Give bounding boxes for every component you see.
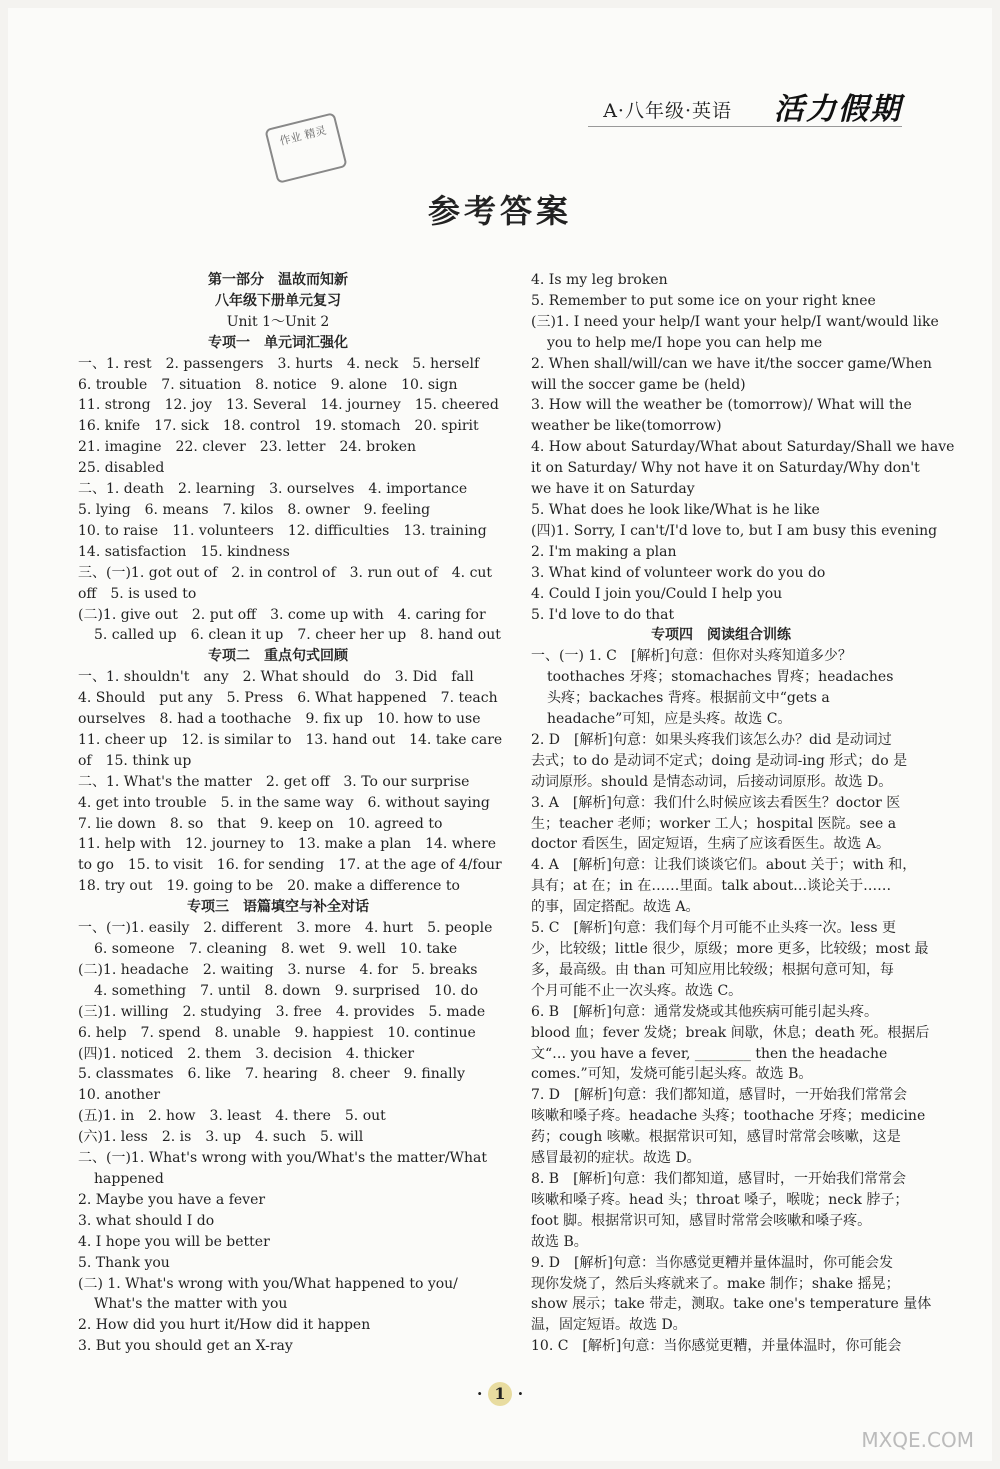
answer-page bbox=[8, 8, 992, 1461]
answer-line: 一、(一) 1. C [解析]句意：但你对头疼知道多少？ bbox=[531, 648, 852, 665]
answer-line: 的事，固定搭配。故选 A。 bbox=[531, 899, 700, 916]
answer-line: 11. help with 12. journey to 13. make a plan 14. where bbox=[78, 836, 497, 853]
answer-line: doctor 看医生，固定短语，生病了应该看医生。故选 A。 bbox=[531, 836, 890, 853]
answer-line: (四)1. noticed 2. them 3. decision 4. thicker bbox=[78, 1045, 415, 1062]
right-answer-column bbox=[531, 270, 955, 1357]
answer-line: 去式；to do 是动词不定式；doing 是动词-ing 形式；do 是 bbox=[531, 752, 908, 769]
answer-line: 2. I'm making a plan bbox=[531, 543, 677, 560]
answer-line: 感冒最初的症状。故选 D。 bbox=[531, 1150, 701, 1167]
answer-line: 二、1. death 2. learning 3. ourselves 4. importance bbox=[78, 481, 468, 498]
answer-line: 25. disabled bbox=[78, 460, 165, 477]
answer-line: 头疼；backaches 背疼。根据前文中“gets a bbox=[547, 690, 830, 707]
page-number: · 1 · bbox=[8, 1382, 992, 1406]
page-title: 参考答案 bbox=[427, 192, 572, 230]
answer-line: (四)1. Sorry, I can't/I'd love to, but I am busy this evening bbox=[531, 522, 938, 539]
answer-line: (二)1. headache 2. waiting 3. nurse 4. for 5. breaks bbox=[78, 961, 478, 978]
answer-line: (三)1. I need your help/I want your help/I want/would like bbox=[531, 313, 939, 330]
answer-line: off 5. is used to bbox=[78, 585, 197, 602]
answer-line: weather be like(tomorrow) bbox=[531, 418, 722, 435]
answer-line: 2. D [解析]句意：如果头疼我们该怎么办？did 是动词过 bbox=[531, 731, 892, 748]
answer-line: 4. Should put any 5. Press 6. What happened 7. teach bbox=[78, 690, 498, 707]
answer-line: 一、(一)1. easily 2. different 3. more 4. hurt 5. people bbox=[78, 920, 493, 937]
answer-line: 个月可能不止一次头疼。故选 C。 bbox=[531, 982, 743, 999]
brand-logo: 活力假期 bbox=[774, 92, 902, 127]
answer-line: 动词原形。should 是情态动词，后接动词原形。故选 D。 bbox=[531, 773, 893, 790]
answer-line: (六)1. less 2. is 3. up 4. such 5. will bbox=[78, 1129, 364, 1146]
answer-line: 11. cheer up 12. is similar to 13. hand out 14. take care bbox=[78, 731, 503, 748]
answer-line: 一、1. rest 2. passengers 3. hurts 4. neck 5. herself bbox=[78, 355, 480, 372]
answer-line: 5. called up 6. clean it up 7. cheer her up 8. hand out bbox=[94, 627, 501, 644]
answer-line: 18. try out 19. going to be 20. make a difference to bbox=[78, 878, 460, 895]
answer-line: 专项一 单元词汇强化 bbox=[208, 334, 348, 351]
answer-line: 二、(一)1. What's wrong with you/What's the matter/What bbox=[78, 1150, 487, 1167]
answer-line: of 15. think up bbox=[78, 752, 192, 769]
answer-line: 8. B [解析]句意：我们都知道，感冒时，一开始我们常常会 bbox=[531, 1170, 907, 1187]
answer-line: 7. D [解析]句意：我们都知道，感冒时，一开始我们常常会 bbox=[531, 1087, 907, 1104]
answer-line: 三、(一)1. got out of 2. in control of 3. run out of 4. cut bbox=[78, 564, 493, 581]
answer-line: 4. Could I join you/Could I help you bbox=[531, 585, 783, 602]
answer-line: 11. strong 12. joy 13. Several 14. journey 15. cheered bbox=[78, 397, 499, 414]
answer-line: we have it on Saturday bbox=[531, 481, 695, 498]
answer-line: 专项三 语篇填空与补全对话 bbox=[187, 899, 369, 916]
answer-line: happened bbox=[94, 1170, 164, 1187]
answer-line: 少，比较级；little 很少，原级；more 更多，比较级；most 最 bbox=[531, 941, 929, 957]
answer-line: (三)1. willing 2. studying 3. free 4. provides 5. made bbox=[78, 1003, 486, 1020]
answer-line: 6. trouble 7. situation 8. notice 9. alone 10. sign bbox=[78, 376, 458, 393]
answer-line: 文“… you have a fever, ________ then the headache bbox=[531, 1045, 888, 1062]
answer-line: 5. Thank you bbox=[78, 1254, 170, 1271]
grade-subject-label: A·八年级·英语 bbox=[603, 100, 732, 122]
answer-line: will the soccer game be (held) bbox=[531, 376, 746, 393]
answer-line: show 展示；take 带走，测取。take one's temperature 量体 bbox=[531, 1296, 932, 1313]
answer-line: 3. How will the weather be (tomorrow)/ What will the bbox=[531, 397, 912, 414]
answer-line: 5. lying 6. means 7. kilos 8. owner 9. feeling bbox=[78, 501, 431, 518]
answer-line: 生；teacher 老师；worker 工人；hospital 医院。see a bbox=[531, 815, 897, 832]
answer-line: 5. I'd love to do that bbox=[531, 606, 675, 623]
answer-line: 6. someone 7. cleaning 8. wet 9. well 10. take bbox=[94, 941, 458, 957]
answer-line: blood 血；fever 发烧；break 间歇，休息；death 死。根据后 bbox=[531, 1024, 930, 1041]
answer-line: comes.”可知，发烧可能引起头疼。故选 B。 bbox=[531, 1066, 813, 1083]
answer-line: 4. Is my leg broken bbox=[531, 272, 668, 288]
answer-line: 21. imagine 22. clever 23. letter 24. broken bbox=[78, 439, 417, 456]
answer-line: 2. How did you hurt it/How did it happen bbox=[78, 1317, 371, 1334]
answer-line: 故选 B。 bbox=[531, 1233, 588, 1250]
answer-line: 14. satisfaction 15. kindness bbox=[78, 543, 290, 560]
answer-line: 10. to raise 11. volunteers 12. difficulties 13. training bbox=[78, 522, 487, 539]
site-watermark: MXQE.COM bbox=[861, 1428, 974, 1452]
answer-line: 16. knife 17. sick 18. control 19. stomach 20. spirit bbox=[78, 418, 479, 435]
answer-line: 现你发烧了，然后头疼就来了。make 制作；shake 摇晃； bbox=[531, 1275, 900, 1292]
answer-line: 3. What kind of volunteer work do you do bbox=[531, 564, 826, 581]
answer-line: 3. But you should get an X-ray bbox=[78, 1338, 293, 1355]
answer-line: 温，固定短语。故选 D。 bbox=[531, 1317, 687, 1334]
answer-line: 具有；at 在；in 在……里面。talk about…谈论关于…… bbox=[531, 878, 892, 895]
answer-line: 一、1. shouldn't any 2. What should do 3. Did fall bbox=[78, 669, 474, 686]
answer-line: 4. A [解析]句意：让我们谈谈它们。about 关于；with 和， bbox=[531, 857, 917, 874]
answer-line: 9. D [解析]句意：当你感觉更糟并量体温时，你可能会发 bbox=[531, 1254, 893, 1271]
answer-line: 第一部分 温故而知新 bbox=[208, 272, 348, 288]
answer-line: (五)1. in 2. how 3. least 4. there 5. out bbox=[78, 1108, 386, 1125]
answer-line: 专项四 阅读组合训练 bbox=[651, 627, 791, 644]
answer-line: 3. A [解析]句意：我们什么时候应该去看医生？doctor 医 bbox=[531, 794, 901, 811]
answer-line: foot 脚。根据常识可知，感冒时常常会咳嗽和嗓子疼。 bbox=[531, 1212, 872, 1229]
answer-line: 八年级下册单元复习 bbox=[215, 292, 341, 309]
answer-line: 4. get into trouble 5. in the same way 6. without saying bbox=[78, 794, 490, 811]
answer-line: to go 15. to visit 16. for sending 17. at the age of 4/four bbox=[78, 857, 502, 874]
answer-line: 7. lie down 8. so that 9. keep on 10. agreed to bbox=[78, 815, 443, 832]
homework-stamp-icon: 作业 精灵 bbox=[264, 112, 347, 184]
answer-line: it on Saturday/ Why not have it on Saturday/Why don't bbox=[531, 460, 920, 477]
answer-line: ourselves 8. had a toothache 9. fix up 10. how to use bbox=[78, 711, 481, 728]
answer-line: 药；cough 咳嗽。根据常识可知，感冒时常常会咳嗽，这是 bbox=[531, 1129, 901, 1146]
left-answer-column bbox=[78, 270, 503, 1357]
answer-line: 6. help 7. spend 8. unable 9. happiest 10. continue bbox=[78, 1024, 476, 1041]
answer-line: 5. What does he look like/What is he like bbox=[531, 501, 820, 518]
answer-line: headache”可知，应是头疼。故选 C。 bbox=[547, 711, 792, 728]
answer-line: Unit 1～Unit 2 bbox=[226, 313, 330, 330]
header-divider bbox=[588, 126, 902, 127]
answer-line: 4. I hope you will be better bbox=[78, 1233, 270, 1250]
answer-line: 专项二 重点句式回顾 bbox=[208, 648, 348, 665]
answer-line: 2. Maybe you have a fever bbox=[78, 1191, 266, 1208]
answer-line: 3. what should I do bbox=[78, 1212, 215, 1229]
answer-line: (二)1. give out 2. put off 3. come up with 4. caring for bbox=[78, 606, 486, 623]
answer-line: 5. C [解析]句意：我们每个月可能不止头疼一次。less 更 bbox=[531, 920, 897, 937]
answer-line: you to help me/I hope you can help me bbox=[547, 334, 823, 351]
answer-line: 10. C [解析]句意：当你感觉更糟，并量体温时，你可能会 bbox=[531, 1338, 902, 1355]
answer-line: 6. B [解析]句意：通常发烧或其他疾病可能引起头疼。 bbox=[531, 1003, 879, 1020]
answer-line: 咳嗽和嗓子疼。head 头；throat 嗓子，喉咙；neck 脖子； bbox=[531, 1191, 909, 1208]
answer-line: 4. How about Saturday/What about Saturday/Shall we have bbox=[531, 439, 955, 456]
answer-line: toothaches 牙疼；stomachaches 胃疼；headaches bbox=[547, 669, 894, 686]
answer-line: (二) 1. What's wrong with you/What happened to you/ bbox=[78, 1275, 458, 1292]
answer-line: 5. classmates 6. like 7. hearing 8. cheer 9. finally bbox=[78, 1066, 465, 1083]
answer-line: 二、1. What's the matter 2. get off 3. To our surprise bbox=[78, 773, 470, 790]
answer-line: 2. When shall/will/can we have it/the soccer game/When bbox=[531, 355, 932, 372]
answer-line: 4. something 7. until 8. down 9. surprised 10. do bbox=[94, 982, 479, 999]
answer-line: 5. Remember to put some ice on your right knee bbox=[531, 292, 876, 309]
answer-line: 10. another bbox=[78, 1087, 161, 1104]
answer-line: 咳嗽和嗓子疼。headache 头疼；toothache 牙疼；medicine bbox=[531, 1108, 926, 1125]
answer-line: What's the matter with you bbox=[94, 1296, 288, 1313]
answer-line: 多，最高级。由 than 可知应用比较级；根据句意可知，每 bbox=[531, 961, 894, 978]
